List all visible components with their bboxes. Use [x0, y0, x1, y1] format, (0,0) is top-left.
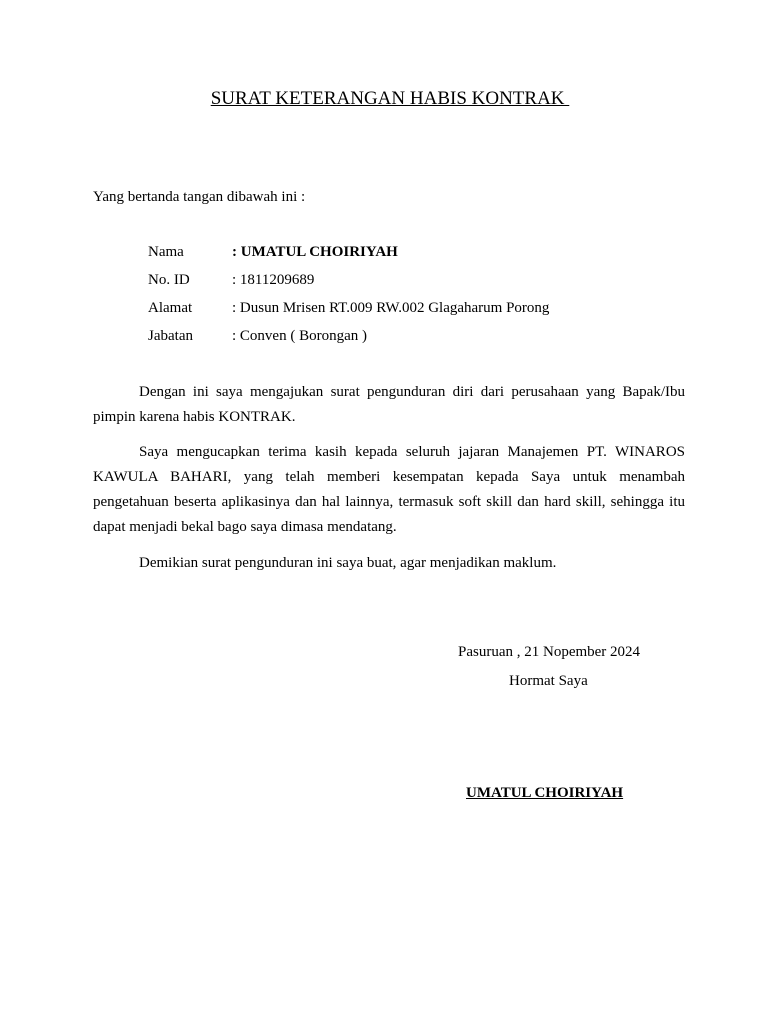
field-value: : UMATUL CHOIRIYAH — [232, 244, 398, 260]
document-title: SURAT KETERANGAN HABIS KONTRAK — [210, 88, 570, 109]
field-row-position — [148, 328, 549, 356]
field-value: : Dusun Mrisen RT.009 RW.002 Glagaharum Porong — [232, 300, 550, 316]
signer-name: UMATUL CHOIRIYAH — [466, 785, 624, 801]
intro-text: Yang bertanda tangan dibawah ini : — [93, 189, 306, 205]
field-label: Jabatan — [148, 328, 193, 344]
field-label: Alamat — [148, 300, 193, 316]
body-paragraph: Saya mengucapkan terima kasih kepada seluruh jajaran Manajemen PT. WINAROS KAWULA BAHARI, yang telah memberi kesempatan kepada Saya untuk menambah pengetahuan beserta aplikasinya dan hal lainnya, termasuk soft skill dan hard skill, sehingga itu dapat menjadi bekal bago saya dimasa mendatang. — [93, 444, 685, 535]
identity-fields — [148, 244, 549, 356]
closing-salutation: Hormat Saya — [509, 673, 588, 689]
field-row-address — [148, 300, 549, 328]
field-label: No. ID — [148, 272, 190, 288]
field-value: : 1811209689 — [232, 272, 315, 288]
field-value: : Conven ( Borongan ) — [232, 328, 367, 344]
field-row-name — [148, 244, 549, 272]
body-paragraph: Dengan ini saya mengajukan surat pengunduran diri dari perusahaan yang Bapak/Ibu pimpin karena habis KONTRAK. — [93, 384, 685, 425]
body-paragraph: Demikian surat pengunduran ini saya buat, agar menjadikan maklum. — [139, 555, 557, 571]
place-date: Pasuruan , 21 Nopember 2024 — [458, 644, 641, 660]
field-row-id — [148, 272, 549, 300]
field-label: Nama — [148, 244, 184, 260]
